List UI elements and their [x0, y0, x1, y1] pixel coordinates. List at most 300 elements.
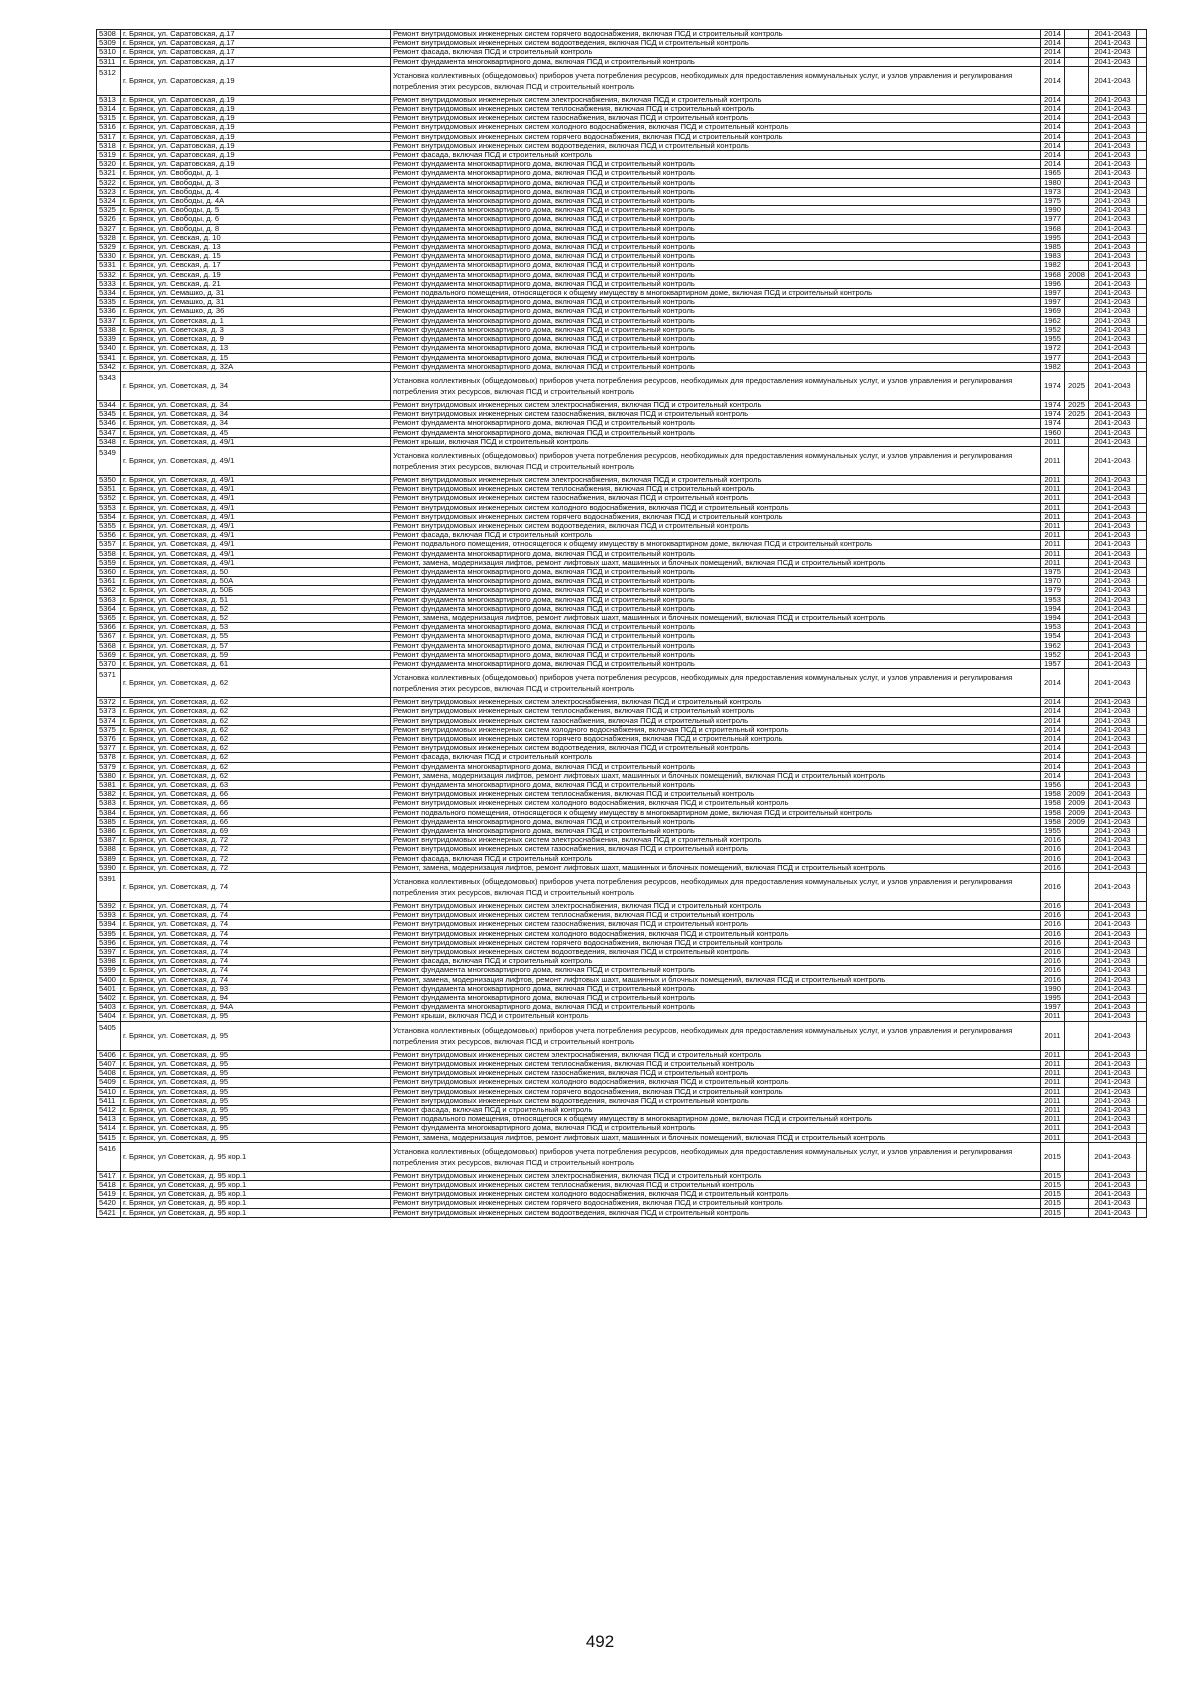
planned-period-cell: 2041-2043	[1089, 243, 1137, 252]
planned-period-cell: 2041-2043	[1089, 1003, 1137, 1012]
year-last-repair-cell	[1065, 929, 1089, 938]
year-built-cell: 2011	[1041, 475, 1065, 484]
year-last-repair-cell: 2008	[1065, 270, 1089, 279]
table-row	[97, 446, 1147, 475]
row-number: 5340	[97, 344, 121, 353]
year-built-cell: 2011	[1041, 558, 1065, 567]
row-number: 5312	[97, 66, 121, 95]
year-built-cell: 1996	[1041, 279, 1065, 288]
empty-cell	[1137, 659, 1147, 668]
table-row	[97, 817, 1147, 826]
year-built-cell: 2016	[1041, 911, 1065, 920]
year-last-repair-cell	[1065, 641, 1089, 650]
table-row	[97, 289, 1147, 298]
address-cell: г. Брянск, ул. Советская, д. 74	[121, 902, 391, 911]
address-cell: г. Брянск, ул. Свободы, д. 8	[121, 224, 391, 233]
year-built-cell: 2011	[1041, 1021, 1065, 1050]
row-number: 5389	[97, 854, 121, 863]
year-last-repair-cell	[1065, 873, 1089, 902]
work-type-cell: Ремонт внутридомовых инженерных систем теплоснабжения, включая ПСД и строительный контроль	[391, 105, 1041, 114]
address-cell: г. Брянск, ул. Советская, д. 49/1	[121, 494, 391, 503]
empty-cell	[1137, 503, 1147, 512]
row-number: 5380	[97, 771, 121, 780]
table-row	[97, 707, 1147, 716]
address-cell: г. Брянск, ул. Советская, д. 63	[121, 781, 391, 790]
empty-cell	[1137, 1180, 1147, 1189]
address-cell: г. Брянск, ул. Советская, д. 45	[121, 428, 391, 437]
planned-period-cell: 2041-2043	[1089, 494, 1137, 503]
row-number: 5410	[97, 1087, 121, 1096]
empty-cell	[1137, 95, 1147, 104]
empty-cell	[1137, 410, 1147, 419]
address-cell: г. Брянск, ул. Свободы, д. 4	[121, 187, 391, 196]
year-last-repair-cell	[1065, 902, 1089, 911]
empty-cell	[1137, 613, 1147, 622]
address-cell: г. Брянск, ул. Севская, д. 10	[121, 233, 391, 242]
planned-period-cell: 2041-2043	[1089, 577, 1137, 586]
year-last-repair-cell	[1065, 938, 1089, 947]
year-last-repair-cell	[1065, 325, 1089, 334]
year-built-cell: 1958	[1041, 790, 1065, 799]
work-type-cell: Ремонт фундамента многоквартирного дома, включая ПСД и строительный контроль	[391, 57, 1041, 66]
table-row	[97, 1124, 1147, 1133]
work-type-cell: Ремонт фундамента многоквартирного дома, включая ПСД и строительный контроль	[391, 827, 1041, 836]
empty-cell	[1137, 650, 1147, 659]
year-built-cell: 1994	[1041, 613, 1065, 622]
address-cell: г. Брянск, ул. Советская, д. 53	[121, 623, 391, 632]
year-last-repair-cell	[1065, 307, 1089, 316]
empty-cell	[1137, 178, 1147, 187]
table-row	[97, 902, 1147, 911]
row-number: 5321	[97, 169, 121, 178]
work-type-cell: Ремонт фасада, включая ПСД и строительный контроль	[391, 151, 1041, 160]
table-row	[97, 623, 1147, 632]
row-number: 5355	[97, 521, 121, 530]
planned-period-cell: 2041-2043	[1089, 1078, 1137, 1087]
work-type-cell: Ремонт внутридомовых инженерных систем водоотведения, включая ПСД и строительный контроль	[391, 744, 1041, 753]
table-body	[97, 30, 1147, 1218]
year-last-repair-cell	[1065, 753, 1089, 762]
work-type-cell: Ремонт фундамента многоквартирного дома, включая ПСД и строительный контроль	[391, 994, 1041, 1003]
planned-period-cell: 2041-2043	[1089, 307, 1137, 316]
work-type-cell: Ремонт внутридомовых инженерных систем горячего водоснабжения, включая ПСД и строительный контроль	[391, 1087, 1041, 1096]
planned-period-cell: 2041-2043	[1089, 549, 1137, 558]
work-type-cell: Ремонт фундамента многоквартирного дома, включая ПСД и строительный контроль	[391, 419, 1041, 428]
work-type-cell: Ремонт фундамента многоквартирного дома, включая ПСД и строительный контроль	[391, 817, 1041, 826]
address-cell: г. Брянск, ул. Саратовская, д.17	[121, 39, 391, 48]
row-number: 5332	[97, 270, 121, 279]
planned-period-cell: 2041-2043	[1089, 344, 1137, 353]
year-last-repair-cell	[1065, 206, 1089, 215]
row-number: 5356	[97, 531, 121, 540]
table-row	[97, 39, 1147, 48]
table-row	[97, 632, 1147, 641]
address-cell: г. Брянск, ул. Советская, д. 94А	[121, 1003, 391, 1012]
year-last-repair-cell	[1065, 160, 1089, 169]
table-row	[97, 335, 1147, 344]
year-built-cell: 2016	[1041, 836, 1065, 845]
work-type-cell: Ремонт фундамента многоквартирного дома, включая ПСД и строительный контроль	[391, 344, 1041, 353]
planned-period-cell: 2041-2043	[1089, 224, 1137, 233]
work-type-cell: Ремонт фундамента многоквартирного дома, включая ПСД и строительный контроль	[391, 1003, 1041, 1012]
planned-period-cell: 2041-2043	[1089, 540, 1137, 549]
year-last-repair-cell	[1065, 215, 1089, 224]
empty-cell	[1137, 735, 1147, 744]
row-number: 5406	[97, 1050, 121, 1059]
empty-cell	[1137, 66, 1147, 95]
empty-cell	[1137, 419, 1147, 428]
empty-cell	[1137, 353, 1147, 362]
planned-period-cell: 2041-2043	[1089, 975, 1137, 984]
planned-period-cell: 2041-2043	[1089, 1208, 1137, 1217]
address-cell: г. Брянск, ул. Свободы, д. 6	[121, 215, 391, 224]
work-type-cell: Ремонт внутридомовых инженерных систем электроснабжения, включая ПСД и строительный контроль	[391, 1171, 1041, 1180]
year-built-cell: 2011	[1041, 446, 1065, 475]
empty-cell	[1137, 920, 1147, 929]
planned-period-cell: 2041-2043	[1089, 1180, 1137, 1189]
row-number: 5329	[97, 243, 121, 252]
table-row	[97, 1003, 1147, 1012]
year-built-cell: 2011	[1041, 503, 1065, 512]
table-row	[97, 744, 1147, 753]
table-row	[97, 114, 1147, 123]
year-built-cell: 2014	[1041, 39, 1065, 48]
work-type-cell: Ремонт фундамента многоквартирного дома, включая ПСД и строительный контроль	[391, 252, 1041, 261]
row-number: 5373	[97, 707, 121, 716]
row-number: 5366	[97, 623, 121, 632]
table-row	[97, 577, 1147, 586]
planned-period-cell: 2041-2043	[1089, 503, 1137, 512]
work-type-cell: Ремонт внутридомовых инженерных систем электроснабжения, включая ПСД и строительный контроль	[391, 836, 1041, 845]
row-number: 5349	[97, 446, 121, 475]
address-cell: г. Брянск, ул. Советская, д. 49/1	[121, 485, 391, 494]
address-cell: г. Брянск, ул. Советская, д. 34	[121, 371, 391, 400]
year-built-cell: 2016	[1041, 920, 1065, 929]
planned-period-cell: 2041-2043	[1089, 650, 1137, 659]
work-type-cell: Ремонт фундамента многоквартирного дома, включая ПСД и строительный контроль	[391, 233, 1041, 242]
year-built-cell: 2011	[1041, 1078, 1065, 1087]
work-type-cell: Ремонт фасада, включая ПСД и строительный контроль	[391, 957, 1041, 966]
address-cell: г. Брянск, ул. Советская, д. 62	[121, 725, 391, 734]
empty-cell	[1137, 307, 1147, 316]
work-type-cell: Ремонт внутридомовых инженерных систем газоснабжения, включая ПСД и строительный контроль	[391, 410, 1041, 419]
planned-period-cell: 2041-2043	[1089, 95, 1137, 104]
planned-period-cell: 2041-2043	[1089, 929, 1137, 938]
address-cell: г. Брянск, ул. Саратовская, д.19	[121, 66, 391, 95]
year-last-repair-cell	[1065, 224, 1089, 233]
planned-period-cell: 2041-2043	[1089, 948, 1137, 957]
work-type-cell: Ремонт внутридомовых инженерных систем водоотведения, включая ПСД и строительный контроль	[391, 1208, 1041, 1217]
empty-cell	[1137, 437, 1147, 446]
table-row	[97, 540, 1147, 549]
address-cell: г. Брянск, ул. Советская, д. 49/1	[121, 521, 391, 530]
empty-cell	[1137, 114, 1147, 123]
planned-period-cell: 2041-2043	[1089, 66, 1137, 95]
table-row	[97, 698, 1147, 707]
year-last-repair-cell	[1065, 1105, 1089, 1114]
year-last-repair-cell: 2009	[1065, 790, 1089, 799]
year-built-cell: 2014	[1041, 725, 1065, 734]
address-cell: г. Брянск, ул. Советская, д. 61	[121, 659, 391, 668]
empty-cell	[1137, 485, 1147, 494]
address-cell: г. Брянск, ул. Советская, д. 62	[121, 707, 391, 716]
planned-period-cell: 2041-2043	[1089, 836, 1137, 845]
year-built-cell: 1983	[1041, 252, 1065, 261]
planned-period-cell: 2041-2043	[1089, 1069, 1137, 1078]
planned-period-cell: 2041-2043	[1089, 252, 1137, 261]
work-type-cell: Ремонт фундамента многоквартирного дома, включая ПСД и строительный контроль	[391, 762, 1041, 771]
year-built-cell: 1958	[1041, 799, 1065, 808]
empty-cell	[1137, 753, 1147, 762]
address-cell: г. Брянск, ул. Свободы, д. 3	[121, 178, 391, 187]
row-number: 5374	[97, 716, 121, 725]
year-last-repair-cell	[1065, 503, 1089, 512]
year-last-repair-cell: 2025	[1065, 400, 1089, 409]
table-row	[97, 799, 1147, 808]
row-number: 5372	[97, 698, 121, 707]
address-cell: г. Брянск, ул. Советская, д. 72	[121, 854, 391, 863]
work-type-cell: Ремонт фундамента многоквартирного дома, включая ПСД и строительный контроль	[391, 623, 1041, 632]
work-type-cell: Ремонт фундамента многоквартирного дома, включая ПСД и строительный контроль	[391, 984, 1041, 993]
address-cell: г. Брянск, ул. Советская, д. 95	[121, 1105, 391, 1114]
row-number: 5314	[97, 105, 121, 114]
table-row	[97, 725, 1147, 734]
empty-cell	[1137, 1190, 1147, 1199]
year-last-repair-cell	[1065, 66, 1089, 95]
year-built-cell: 1974	[1041, 410, 1065, 419]
work-type-cell: Ремонт внутридомовых инженерных систем горячего водоснабжения, включая ПСД и строительный контроль	[391, 938, 1041, 947]
year-last-repair-cell	[1065, 233, 1089, 242]
planned-period-cell: 2041-2043	[1089, 1133, 1137, 1142]
address-cell: г. Брянск, ул. Советская, д. 62	[121, 698, 391, 707]
row-number: 5352	[97, 494, 121, 503]
work-type-cell: Ремонт фундамента многоквартирного дома, включая ПСД и строительный контроль	[391, 224, 1041, 233]
empty-cell	[1137, 243, 1147, 252]
row-number: 5399	[97, 966, 121, 975]
planned-period-cell: 2041-2043	[1089, 845, 1137, 854]
year-built-cell: 2014	[1041, 707, 1065, 716]
address-cell: г. Брянск, ул. Советская, д. 55	[121, 632, 391, 641]
address-cell: г. Брянск, ул. Советская, д. 74	[121, 873, 391, 902]
planned-period-cell: 2041-2043	[1089, 289, 1137, 298]
year-last-repair-cell	[1065, 1021, 1089, 1050]
table-row	[97, 549, 1147, 558]
table-row	[97, 30, 1147, 39]
planned-period-cell: 2041-2043	[1089, 105, 1137, 114]
row-number: 5371	[97, 669, 121, 698]
address-cell: г. Брянск, ул. Советская, д. 95	[121, 1115, 391, 1124]
planned-period-cell: 2041-2043	[1089, 632, 1137, 641]
planned-period-cell: 2041-2043	[1089, 669, 1137, 698]
year-built-cell: 2014	[1041, 30, 1065, 39]
table-row	[97, 215, 1147, 224]
address-cell: г. Брянск, ул. Советская, д. 95	[121, 1087, 391, 1096]
table-row	[97, 224, 1147, 233]
planned-period-cell: 2041-2043	[1089, 261, 1137, 270]
table-row	[97, 1069, 1147, 1078]
year-last-repair-cell	[1065, 975, 1089, 984]
row-number: 5336	[97, 307, 121, 316]
planned-period-cell: 2041-2043	[1089, 854, 1137, 863]
year-last-repair-cell	[1065, 521, 1089, 530]
planned-period-cell: 2041-2043	[1089, 48, 1137, 57]
year-built-cell: 1975	[1041, 197, 1065, 206]
empty-cell	[1137, 233, 1147, 242]
year-last-repair-cell	[1065, 279, 1089, 288]
address-cell: г. Брянск, ул. Семашко, д. 36	[121, 307, 391, 316]
year-last-repair-cell	[1065, 577, 1089, 586]
year-last-repair-cell	[1065, 549, 1089, 558]
year-built-cell: 2014	[1041, 105, 1065, 114]
planned-period-cell: 2041-2043	[1089, 1171, 1137, 1180]
empty-cell	[1137, 808, 1147, 817]
address-cell: г. Брянск, ул. Советская, д. 34	[121, 419, 391, 428]
table-row	[97, 485, 1147, 494]
address-cell: г. Брянск, ул. Советская, д. 13	[121, 344, 391, 353]
address-cell: г. Брянск, ул. Советская, д. 95	[121, 1012, 391, 1021]
year-built-cell: 2015	[1041, 1208, 1065, 1217]
year-built-cell: 1952	[1041, 650, 1065, 659]
year-last-repair-cell	[1065, 650, 1089, 659]
year-last-repair-cell	[1065, 1096, 1089, 1105]
planned-period-cell: 2041-2043	[1089, 362, 1137, 371]
address-cell: г. Брянск, ул. Саратовская, д.19	[121, 123, 391, 132]
address-cell: г. Брянск, ул. Советская, д. 15	[121, 353, 391, 362]
table-row	[97, 1021, 1147, 1050]
table-row	[97, 966, 1147, 975]
year-built-cell: 2016	[1041, 938, 1065, 947]
row-number: 5313	[97, 95, 121, 104]
planned-period-cell: 2041-2043	[1089, 233, 1137, 242]
page-number: 492	[585, 1632, 615, 1651]
row-number: 5343	[97, 371, 121, 400]
empty-cell	[1137, 1096, 1147, 1105]
table-row	[97, 650, 1147, 659]
empty-cell	[1137, 1078, 1147, 1087]
work-type-cell: Ремонт фасада, включая ПСД и строительный контроль	[391, 854, 1041, 863]
row-number: 5413	[97, 1115, 121, 1124]
empty-cell	[1137, 698, 1147, 707]
year-built-cell: 1995	[1041, 994, 1065, 1003]
table-row	[97, 233, 1147, 242]
year-last-repair-cell	[1065, 197, 1089, 206]
work-type-cell: Ремонт фундамента многоквартирного дома, включая ПСД и строительный контроль	[391, 1124, 1041, 1133]
year-last-repair-cell	[1065, 623, 1089, 632]
empty-cell	[1137, 1021, 1147, 1050]
row-number: 5409	[97, 1078, 121, 1087]
address-cell: г. Брянск, ул. Советская, д. 74	[121, 920, 391, 929]
planned-period-cell: 2041-2043	[1089, 335, 1137, 344]
address-cell: г. Брянск, ул. Советская, д. 62	[121, 771, 391, 780]
empty-cell	[1137, 215, 1147, 224]
table-row	[97, 48, 1147, 57]
empty-cell	[1137, 540, 1147, 549]
year-built-cell: 2014	[1041, 141, 1065, 150]
table-row	[97, 669, 1147, 698]
address-cell: г. Брянск, ул. Советская, д. 57	[121, 641, 391, 650]
row-number: 5416	[97, 1142, 121, 1171]
table-row	[97, 475, 1147, 484]
year-last-repair-cell	[1065, 567, 1089, 576]
year-built-cell: 1956	[1041, 781, 1065, 790]
year-built-cell: 2016	[1041, 929, 1065, 938]
year-built-cell: 1968	[1041, 224, 1065, 233]
table-row	[97, 845, 1147, 854]
year-last-repair-cell: 2009	[1065, 817, 1089, 826]
table-row	[97, 1059, 1147, 1068]
year-built-cell: 2011	[1041, 485, 1065, 494]
address-cell: г. Брянск, ул. Советская, д. 66	[121, 799, 391, 808]
table-row	[97, 353, 1147, 362]
empty-cell	[1137, 344, 1147, 353]
year-built-cell: 1974	[1041, 419, 1065, 428]
planned-period-cell: 2041-2043	[1089, 817, 1137, 826]
empty-cell	[1137, 1171, 1147, 1180]
table-row	[97, 270, 1147, 279]
year-built-cell: 2014	[1041, 66, 1065, 95]
year-built-cell: 1953	[1041, 623, 1065, 632]
row-number: 5395	[97, 929, 121, 938]
row-number: 5418	[97, 1180, 121, 1189]
planned-period-cell: 2041-2043	[1089, 419, 1137, 428]
year-built-cell: 2014	[1041, 123, 1065, 132]
year-built-cell: 1962	[1041, 641, 1065, 650]
table-row	[97, 316, 1147, 325]
table-row	[97, 187, 1147, 196]
empty-cell	[1137, 1069, 1147, 1078]
work-type-cell: Ремонт внутридомовых инженерных систем горячего водоснабжения, включая ПСД и строительный контроль	[391, 30, 1041, 39]
empty-cell	[1137, 984, 1147, 993]
empty-cell	[1137, 558, 1147, 567]
planned-period-cell: 2041-2043	[1089, 604, 1137, 613]
year-built-cell: 2011	[1041, 1059, 1065, 1068]
address-cell: г. Брянск, ул. Советская, д. 94	[121, 994, 391, 1003]
year-last-repair-cell	[1065, 604, 1089, 613]
empty-cell	[1137, 316, 1147, 325]
address-cell: г. Брянск, ул. Севская, д. 17	[121, 261, 391, 270]
empty-cell	[1137, 771, 1147, 780]
work-type-cell: Ремонт внутридомовых инженерных систем теплоснабжения, включая ПСД и строительный контроль	[391, 790, 1041, 799]
planned-period-cell: 2041-2043	[1089, 215, 1137, 224]
address-cell: г. Брянск, ул. Советская, д. 95	[121, 1078, 391, 1087]
address-cell: г. Брянск, ул. Севская, д. 13	[121, 243, 391, 252]
row-number: 5358	[97, 549, 121, 558]
empty-cell	[1137, 252, 1147, 261]
empty-cell	[1137, 169, 1147, 178]
work-type-cell: Ремонт внутридомовых инженерных систем электроснабжения, включая ПСД и строительный контроль	[391, 475, 1041, 484]
row-number: 5324	[97, 197, 121, 206]
work-type-cell: Ремонт внутридомовых инженерных систем холодного водоснабжения, включая ПСД и строительный контроль	[391, 1190, 1041, 1199]
work-type-cell: Установка коллективных (общедомовых) приборов учета потребления ресурсов, необходимых для предоставления коммунальных услуг, и узлов управления и регулирования потребления этих ресурсов, включая ПСД и строительный контроль	[391, 66, 1041, 95]
year-last-repair-cell: 2025	[1065, 410, 1089, 419]
address-cell: г. Брянск, ул. Советская, д. 49/1	[121, 558, 391, 567]
row-number: 5338	[97, 325, 121, 334]
year-last-repair-cell	[1065, 132, 1089, 141]
planned-period-cell: 2041-2043	[1089, 938, 1137, 947]
work-type-cell: Ремонт внутридомовых инженерных систем холодного водоснабжения, включая ПСД и строительный контроль	[391, 929, 1041, 938]
address-cell: г. Брянск, ул. Советская, д. 95	[121, 1021, 391, 1050]
year-built-cell: 2011	[1041, 549, 1065, 558]
empty-cell	[1137, 123, 1147, 132]
planned-period-cell: 2041-2043	[1089, 902, 1137, 911]
row-number: 5376	[97, 735, 121, 744]
planned-period-cell: 2041-2043	[1089, 863, 1137, 872]
planned-period-cell: 2041-2043	[1089, 316, 1137, 325]
year-built-cell: 2014	[1041, 735, 1065, 744]
address-cell: г. Брянск, ул. Советская, д. 62	[121, 716, 391, 725]
year-built-cell: 2016	[1041, 966, 1065, 975]
table-row	[97, 1142, 1147, 1171]
